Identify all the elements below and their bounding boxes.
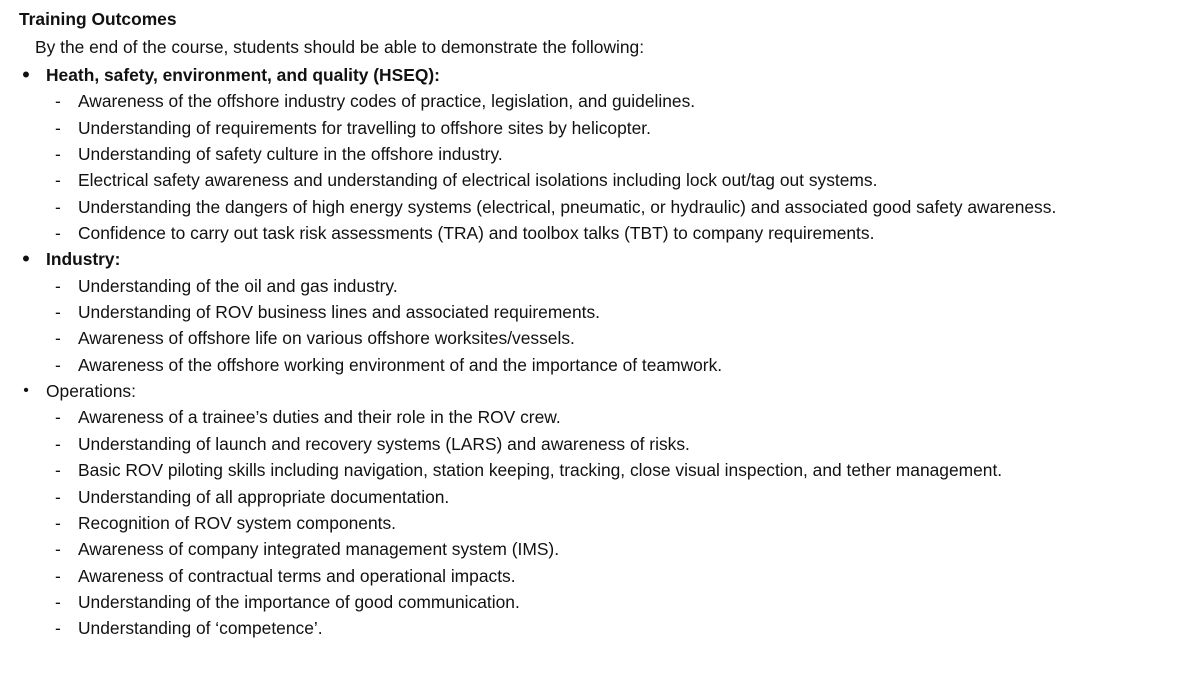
intro-text: By the end of the course, students should be able to demonstrate the following: (35, 37, 645, 57)
dash-icon: - (55, 407, 61, 428)
outcome-list (0, 273, 1191, 378)
list-item-text: Understanding of all appropriate documentation. (78, 486, 450, 507)
list-item (0, 457, 1191, 483)
dash-icon: - (55, 486, 61, 507)
list-item-text: Understanding of ‘competence’. (78, 618, 323, 639)
dash-icon: - (55, 565, 61, 586)
list-item-text: Awareness of a trainee’s duties and their role in the ROV crew. (78, 407, 561, 428)
list-item-text: Understanding of the oil and gas industry. (78, 275, 398, 296)
list-item (0, 615, 1191, 641)
list-item (0, 431, 1191, 457)
list-item-text: Understanding of the importance of good communication. (78, 591, 520, 612)
dash-icon: - (55, 460, 61, 481)
list-item-text: Confidence to carry out task risk assessments (TRA) and toolbox talks (TBT) to company requirements. (78, 223, 875, 244)
list-item (0, 536, 1191, 562)
section-hseq (0, 62, 1191, 246)
section-heading: Industry: (46, 249, 121, 270)
list-item (0, 299, 1191, 325)
bullet-icon: • (23, 382, 29, 400)
list-item (0, 404, 1191, 430)
list-item-text: Electrical safety awareness and understanding of electrical isolations including lock out/tag out systems. (78, 170, 878, 191)
list-item-text: Awareness of the offshore industry codes of practice, legislation, and guidelines. (78, 91, 696, 112)
dash-icon: - (55, 275, 61, 296)
list-item (0, 88, 1191, 114)
list-item-text: Recognition of ROV system components. (78, 512, 397, 533)
outcome-list (0, 404, 1191, 641)
list-item-text: Understanding of requirements for travelling to offshore sites by helicopter. (78, 117, 651, 138)
list-item-text: Awareness of offshore life on various offshore worksites/vessels. (78, 328, 575, 349)
list-item (0, 141, 1191, 167)
dash-icon: - (55, 512, 61, 533)
section-heading-row (0, 378, 1191, 404)
list-item (0, 589, 1191, 615)
bullet-icon: • (22, 62, 30, 87)
dash-icon: - (55, 170, 61, 191)
dash-icon: - (55, 196, 61, 217)
list-item (0, 273, 1191, 299)
list-item (0, 220, 1191, 246)
section-heading-row (0, 62, 1191, 88)
list-item (0, 167, 1191, 193)
bullet-icon: • (22, 246, 30, 272)
list-item-text: Awareness of the offshore working environment of and the importance of teamwork. (78, 354, 723, 375)
outcome-list (0, 88, 1191, 246)
list-item-text: Understanding of safety culture in the offshore industry. (78, 144, 503, 165)
document-title: Training Outcomes (19, 9, 177, 29)
dash-icon: - (55, 618, 61, 639)
list-item-text: Awareness of contractual terms and operational impacts. (78, 565, 516, 586)
dash-icon: - (55, 433, 61, 454)
document (0, 6, 1191, 642)
dash-icon: - (55, 328, 61, 349)
dash-icon: - (55, 591, 61, 612)
list-item (0, 510, 1191, 536)
list-item (0, 484, 1191, 510)
dash-icon: - (55, 302, 61, 323)
list-item-text: Awareness of company integrated management system (IMS). (78, 539, 560, 560)
list-item (0, 115, 1191, 141)
dash-icon: - (55, 354, 61, 375)
list-item-text: Understanding of ROV business lines and associated requirements. (78, 302, 601, 323)
dash-icon: - (55, 117, 61, 138)
section-heading-row (0, 246, 1191, 272)
list-item (0, 325, 1191, 351)
dash-icon: - (55, 223, 61, 244)
list-item-text: Basic ROV piloting skills including navigation, station keeping, tracking, close visual inspection, and tether management. (78, 460, 1003, 481)
section-operations (0, 378, 1191, 641)
section-heading: Operations: (46, 381, 136, 402)
dash-icon: - (55, 91, 61, 112)
list-item (0, 194, 1191, 220)
dash-icon: - (55, 144, 61, 165)
list-item (0, 352, 1191, 378)
list-item (0, 563, 1191, 589)
list-item-text: Understanding of launch and recovery systems (LARS) and awareness of risks. (78, 433, 690, 454)
section-industry (0, 246, 1191, 378)
section-heading: Heath, safety, environment, and quality (HSEQ): (46, 65, 440, 85)
list-item-text: Understanding the dangers of high energy systems (electrical, pneumatic, or hydraulic) and associated good safety awareness. (78, 196, 1057, 217)
dash-icon: - (55, 539, 61, 560)
